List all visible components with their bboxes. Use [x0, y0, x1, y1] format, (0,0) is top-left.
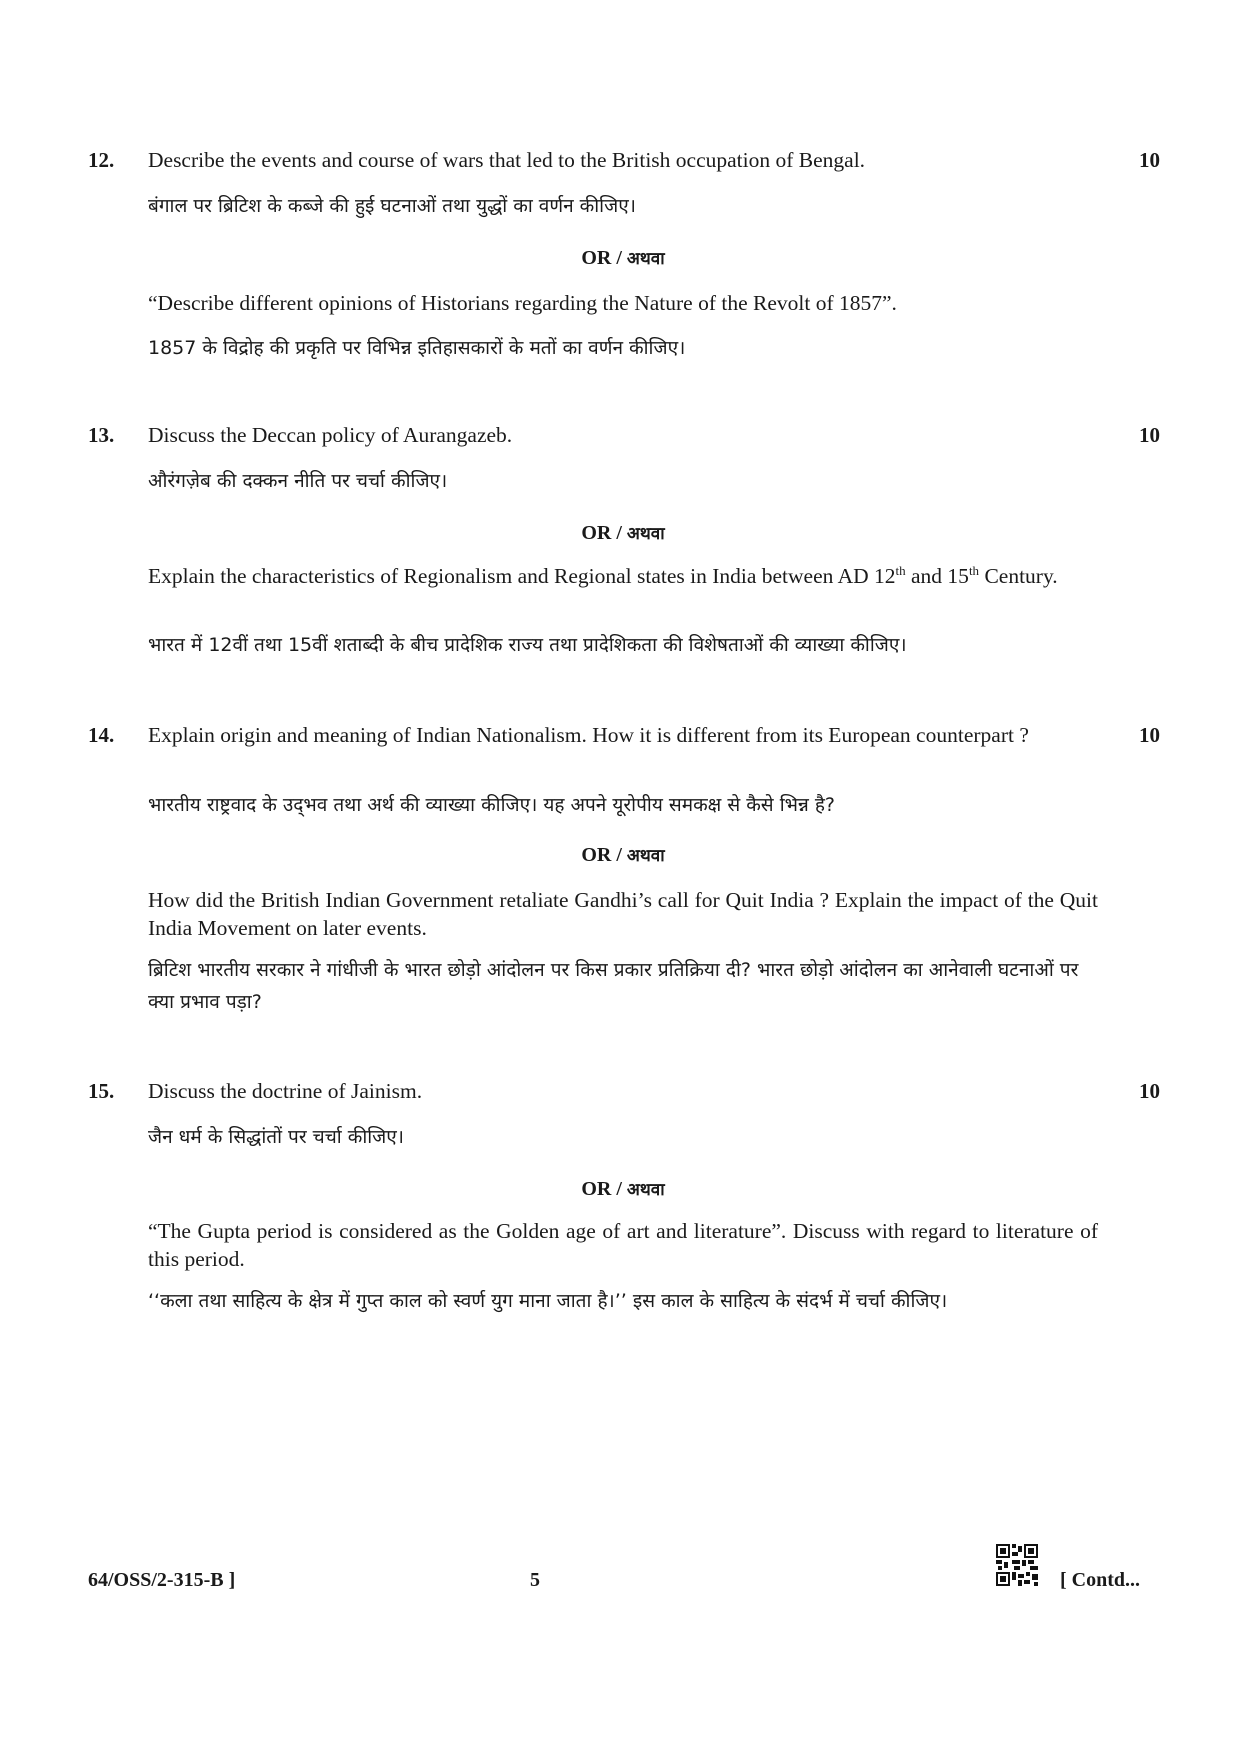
question-marks: 10 [1139, 1079, 1160, 1103]
alt-question-text-english: “Describe different opinions of Historians regarding the Nature of the Revolt of 1857”. [148, 291, 897, 315]
question-number: 15. [88, 1079, 115, 1103]
question-marks: 10 [1139, 148, 1160, 172]
paper-code: 64/OSS/2-315-B ] [88, 1569, 236, 1591]
alt-question-text-english: How did the British Indian Government retaliate Gandhi’s call for Quit India ? Explain the impact of the Quit India Movement on later events. [148, 888, 1098, 940]
question-text-english: Describe the events and course of wars that led to the British occupation of Bengal. [148, 148, 866, 172]
continued-label: [ Contd... [1060, 1569, 1141, 1591]
page-number: 5 [530, 1569, 540, 1591]
question-number: 12. [88, 148, 115, 172]
qr-code-icon [996, 1544, 1038, 1586]
question-number: 13. [88, 423, 115, 447]
alt-question-text-english: Explain the characteristics of Regionalism and Regional states in India between AD 12th and 15th Century. [148, 562, 1058, 588]
alt-question-text-hindi: 1857 के विद्रोह की प्रकृति पर विभिन्न इतिहासकारों के मतों का वर्णन कीजिए। [148, 337, 686, 359]
alt-question-text-hindi: ‘‘कला तथा साहित्य के क्षेत्र में गुप्त काल को स्वर्ण युग माना जाता है।’’ इस काल के साहित्य के संदर्भ में चर्चा कीजिए। [148, 1290, 948, 1312]
question-text-hindi: भारतीय राष्ट्रवाद के उद्‌भव तथा अर्थ की व्याख्या कीजिए। यह अपने यूरोपीय समकक्ष से कैसे भिन्न है? [148, 794, 836, 816]
question-text-hindi: जैन धर्म के सिद्धांतों पर चर्चा कीजिए। [148, 1126, 404, 1148]
alt-question-text-english: “The Gupta period is considered as the Golden age of art and literature”. Discuss with regard to literature of this period. [148, 1219, 1098, 1271]
alt-question-text-hindi: भारत में 12वीं तथा 15वीं शताब्दी के बीच प्रादेशिक राज्य तथा प्रादेशिकता की विशेषताओं की व्याख्या कीजिए। [148, 634, 907, 656]
question-marks: 10 [1139, 423, 1160, 447]
question-text-hindi: बंगाल पर ब्रिटिश के कब्जे की हुई घटनाओं तथा युद्धों का वर्णन कीजिए। [148, 195, 636, 217]
question-text-english: Discuss the doctrine of Jainism. [148, 1079, 423, 1103]
question-text-hindi: औरंगज़ेब की दक्कन नीति पर चर्चा कीजिए। [148, 470, 448, 492]
or-separator: OR / अथवा [581, 844, 665, 866]
question-text-english: Discuss the Deccan policy of Aurangazeb. [148, 423, 513, 447]
question-text-english: Explain origin and meaning of Indian Nationalism. How it is different from its European counterpart ? [148, 723, 1029, 747]
question-number: 14. [88, 723, 115, 747]
or-separator: OR / अथवा [581, 247, 665, 269]
alt-question-text-hindi: ब्रिटिश भारतीय सरकार ने गांधीजी के भारत छोड़ो आंदोलन पर किस प्रकार प्रतिक्रिया दी? भारत छोड़ो आंदोलन का आनेवाली घटनाओं पर क्या प्रभाव पड़ा? [148, 959, 1079, 1013]
or-separator: OR / अथवा [581, 522, 665, 544]
or-separator: OR / अथवा [581, 1178, 665, 1200]
question-marks: 10 [1139, 723, 1160, 747]
